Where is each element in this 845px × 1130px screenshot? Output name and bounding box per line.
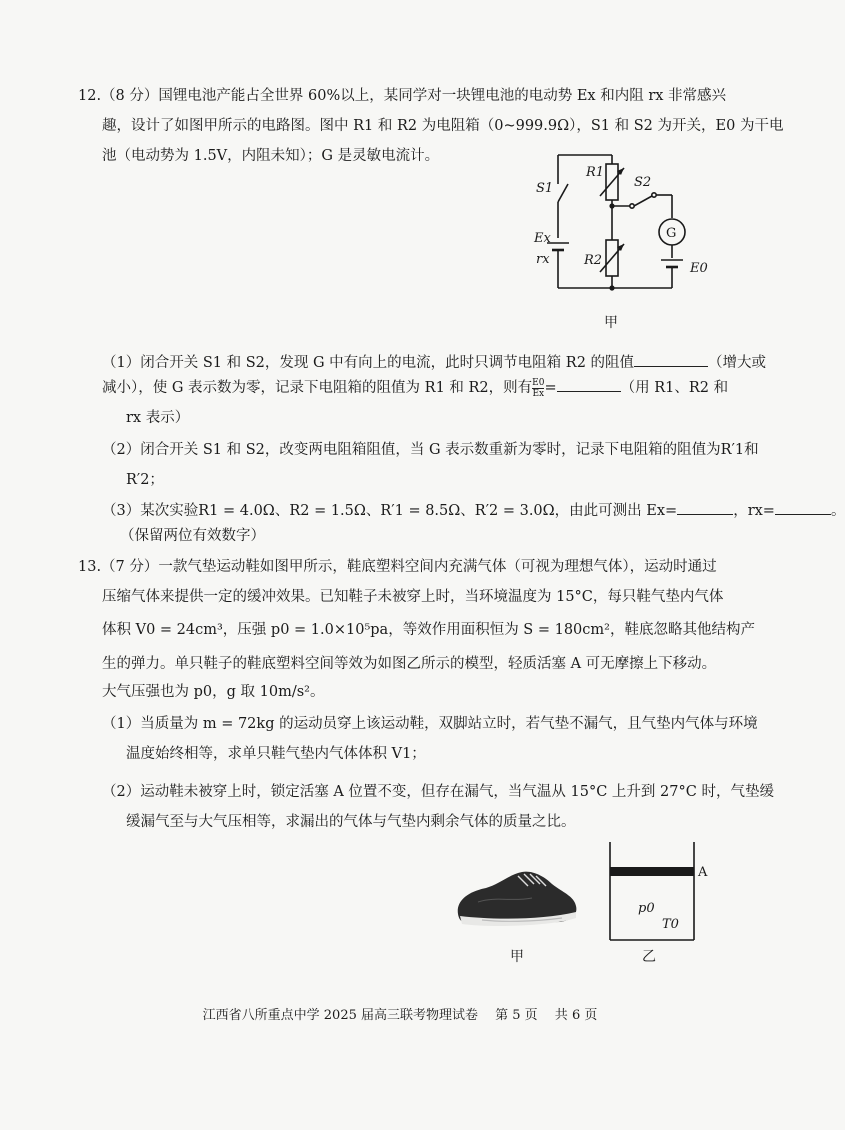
circuit-diagram (520, 146, 720, 306)
page-footer: 江西省八所重点中学 2025 届高三联考物理试卷 第 5 页 共 6 页 (202, 1008, 598, 1023)
label-r1: R1 (586, 165, 605, 180)
label-r2: R2 (584, 253, 603, 268)
q13-part1-line2: 温度始终相等，求单只鞋气垫内气体体积 V1； (126, 746, 426, 762)
q13-line3: 体积 V0 = 24cm³，压强 p0 = 1.0×10⁵pa，等效作用面积恒为 S = 180cm²，鞋底忽略其他结构产 (102, 622, 755, 638)
q12-part1-line1: （1）闭合开关 S1 和 S2，发现 G 中有向上的电流，此时只调节电阻箱 R2 的阻值 （增大或 (102, 352, 766, 373)
q13-fig-yi-caption: 乙 (642, 949, 656, 965)
q13-line5: 大气压强也为 p0，g 取 10m/s²。 (102, 684, 325, 700)
label-ex: Ex (534, 231, 551, 246)
piston-label: A (698, 865, 708, 880)
label-g: G (666, 226, 677, 241)
q12-part2-line2: R′2； (126, 472, 164, 488)
piston-a (610, 867, 694, 876)
q12-part1-line3: rx 表示） (126, 410, 190, 426)
q12-part1-line2: 减小），使 G 表示数为零，记录下电阻箱的阻值为 R1 和 R2，则有 $\frac{E0}{Ex}$ = （用 R1、R2 和 (102, 377, 729, 399)
q12-part3-line1: （3）某次实验R1 = 4.0Ω、R2 = 1.5Ω、R′1 = 8.5Ω、R′2 = 3.0Ω，由此可测出 Ex= ，rx= 。 (102, 500, 845, 521)
q13-header: 13.（7 分）一款气垫运动鞋如图甲所示，鞋底塑料空间内充满气体（可视为理想气体），运动时通过 (78, 559, 717, 575)
q13-part2-line2: 缓漏气至与大气压相等，求漏出的气体与气垫内剩余气体的质量之比。 (126, 814, 576, 830)
q12-part2-line1: （2）闭合开关 S1 和 S2，改变两电阻箱阻值，当 G 表示数重新为零时，记录下电阻箱的阻值为R′1和 (102, 442, 759, 458)
q12-line3: 池（电动势为 1.5V，内阻未知）；G 是灵敏电流计。 (102, 148, 440, 164)
shoe-image (452, 862, 582, 932)
answer-blank-rx[interactable] (775, 500, 831, 515)
cylinder-model (606, 840, 716, 944)
q13-part2-line1: （2）运动鞋未被穿上时，锁定活塞 A 位置不变，但存在漏气，当气温从 15°C 上升到 27°C 时，气垫缓 (102, 784, 774, 800)
answer-blank-1[interactable] (634, 352, 708, 367)
answer-blank-ex[interactable] (677, 500, 733, 515)
q13-part1-line1: （1）当质量为 m = 72kg 的运动员穿上该运动鞋，双脚站立时，若气垫不漏气，且气垫内气体与环境 (102, 716, 758, 732)
label-s2: S2 (634, 175, 652, 190)
label-s1: S1 (536, 181, 554, 196)
q12-figure-caption: 甲 (604, 315, 618, 331)
gas-temp-label: T0 (662, 917, 679, 932)
gas-pressure-label: p0 (638, 901, 655, 916)
q12-header: 12.（8 分）国锂电池产能占全世界 60%以上，某同学对一块锂电池的电动势 Ex 和内阻 rx 非常感兴 (78, 88, 727, 104)
q13-fig-jia-caption: 甲 (510, 949, 524, 965)
label-e0: E0 (690, 261, 708, 276)
fraction-e0-ex: $\frac{E0}{Ex}$ (532, 377, 545, 399)
q13-line4: 生的弹力。单只鞋子的鞋底塑料空间等效为如图乙所示的模型，轻质活塞 A 可无摩擦上下移动。 (102, 656, 717, 672)
answer-blank-2[interactable] (557, 377, 621, 392)
label-rx: rx (536, 252, 550, 267)
q13-line2: 压缩气体来提供一定的缓冲效果。已知鞋子未被穿上时，当环境温度为 15°C，每只鞋气垫内气体 (102, 589, 724, 605)
q12-line2: 趣，设计了如图甲所示的电路图。图中 R1 和 R2 为电阻箱（0~999.9Ω），S1 和 S2 为开关，E0 为干电 (102, 118, 784, 134)
q12-part3-line2: （保留两位有效数字） (120, 528, 265, 544)
